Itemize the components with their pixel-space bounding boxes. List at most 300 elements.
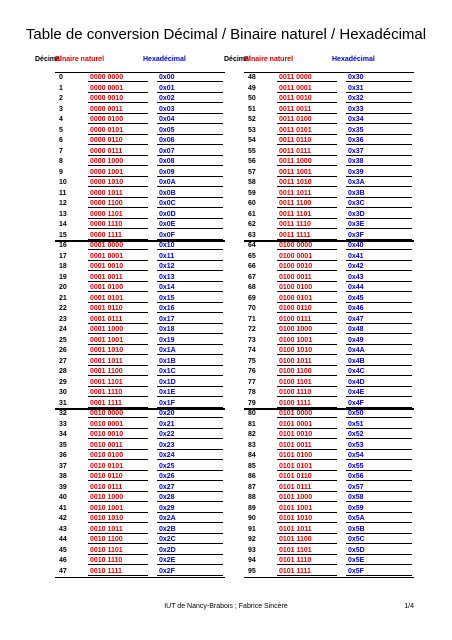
decimal-cell: 85 (248, 462, 256, 470)
decimal-cell: 51 (248, 105, 256, 113)
binary-cell: 0100 0000 (279, 242, 313, 249)
table-row (244, 483, 414, 494)
decimal-cell: 55 (248, 147, 256, 155)
hex-cell: 0x35 (348, 126, 364, 134)
table-row (244, 136, 414, 147)
binary-cell: 0011 0100 (279, 116, 312, 123)
table-row (244, 525, 414, 536)
binary-cell: 0011 0110 (279, 137, 312, 144)
cell-underline (88, 176, 148, 177)
cell-underline (277, 218, 337, 219)
hex-cell: 0x06 (159, 137, 175, 144)
cell-underline (157, 438, 223, 439)
decimal-cell: 69 (248, 294, 256, 302)
decimal-cell: 43 (59, 525, 67, 533)
cell-underline (88, 92, 148, 93)
binary-cell: 0000 0111 (90, 147, 123, 155)
cell-underline (157, 564, 223, 565)
binary-cell: 0001 1000 (90, 326, 124, 333)
hex-cell: 0x5D (348, 546, 365, 554)
binary-cell: 0101 1000 (279, 494, 313, 501)
hex-cell: 0x25 (159, 462, 175, 470)
hex-cell: 0x52 (348, 431, 364, 438)
cell-underline (88, 470, 148, 471)
hex-cell: 0x51 (348, 420, 364, 428)
cell-underline (88, 344, 148, 345)
hex-cell: 0x33 (348, 105, 364, 113)
decimal-cell: 35 (59, 441, 67, 449)
hex-cell: 0x32 (348, 95, 364, 102)
decimal-cell: 29 (59, 378, 67, 386)
hex-cell: 0x48 (348, 326, 364, 333)
cell-underline (277, 197, 337, 198)
binary-cell: 0011 1011 (279, 189, 312, 197)
cell-underline (277, 134, 337, 135)
hex-cell: 0x42 (348, 263, 364, 270)
cell-underline (277, 260, 337, 261)
table-row (55, 126, 225, 137)
cell-underline (88, 480, 148, 481)
hex-cell: 0x15 (159, 294, 175, 302)
cell-underline (346, 386, 412, 387)
decimal-cell: 18 (59, 263, 67, 270)
cell-underline (346, 249, 412, 250)
decimal-cell: 10 (59, 179, 67, 186)
binary-cell: 0100 0111 (279, 315, 312, 323)
cell-underline (346, 459, 412, 460)
decimal-cell: 33 (59, 420, 67, 428)
table-row (244, 472, 414, 483)
cell-underline (88, 102, 148, 103)
cell-underline (277, 417, 337, 418)
table-row (244, 252, 414, 263)
cell-underline (277, 291, 337, 292)
table-row (244, 273, 414, 284)
table-block (55, 72, 225, 242)
cell-underline (88, 302, 148, 303)
cell-underline (277, 533, 337, 534)
hex-cell: 0x0C (159, 200, 176, 207)
cell-underline (157, 375, 223, 376)
binary-cell: 0101 0001 (279, 420, 313, 428)
binary-cell: 0010 1010 (90, 515, 124, 522)
cell-underline (346, 354, 412, 355)
cell-underline (157, 165, 223, 166)
hex-cell: 0x31 (348, 84, 364, 92)
cell-underline (277, 270, 337, 271)
hex-cell: 0x3D (348, 210, 365, 218)
binary-cell: 0000 1101 (90, 210, 123, 218)
table-block (244, 408, 414, 578)
table-row (55, 441, 225, 452)
cell-underline (157, 218, 223, 219)
binary-cell: 0000 0110 (90, 137, 123, 144)
cell-underline (88, 81, 148, 82)
decimal-cell: 19 (59, 273, 67, 281)
binary-cell: 0101 0000 (279, 410, 313, 417)
cell-underline (277, 186, 337, 187)
cell-underline (157, 291, 223, 292)
hex-cell: 0x39 (348, 168, 364, 176)
cell-underline (277, 228, 337, 229)
table-row (244, 493, 414, 504)
cell-underline (346, 123, 412, 124)
cell-underline (157, 81, 223, 82)
decimal-cell: 2 (59, 95, 63, 102)
decimal-cell: 91 (248, 525, 256, 533)
decimal-cell: 62 (248, 221, 256, 228)
hex-cell: 0x18 (159, 326, 175, 333)
binary-cell: 0001 0000 (90, 242, 124, 249)
table-row (244, 84, 414, 95)
table-row (244, 535, 414, 546)
table-row (244, 462, 414, 473)
binary-cell: 0100 1100 (279, 368, 312, 375)
cell-underline (157, 176, 223, 177)
hex-cell: 0x00 (159, 74, 175, 81)
table-row (55, 504, 225, 515)
binary-cell: 0001 1001 (90, 336, 124, 344)
cell-underline (277, 512, 337, 513)
cell-underline (346, 165, 412, 166)
table-row (244, 357, 414, 368)
binary-cell: 0010 1000 (90, 494, 124, 501)
decimal-cell: 44 (59, 536, 67, 543)
hex-cell: 0x37 (348, 147, 364, 155)
table-row (244, 325, 414, 336)
hex-cell: 0x5B (348, 525, 365, 533)
cell-underline (157, 365, 223, 366)
cell-underline (277, 543, 337, 544)
decimal-cell: 3 (59, 105, 63, 113)
table-row (55, 315, 225, 326)
cell-underline (346, 512, 412, 513)
hex-cell: 0x0B (159, 189, 176, 197)
binary-cell: 0000 0010 (90, 95, 124, 102)
table-row (55, 325, 225, 336)
table-row (55, 73, 225, 84)
binary-cell: 0010 1100 (90, 536, 123, 543)
binary-cell: 0010 0100 (90, 452, 124, 459)
cell-underline (277, 281, 337, 282)
decimal-cell: 24 (59, 326, 67, 333)
hex-cell: 0x4E (348, 389, 365, 396)
binary-cell: 0100 1111 (279, 399, 311, 407)
cell-underline (157, 554, 223, 555)
cell-underline (277, 323, 337, 324)
cell-underline (157, 354, 223, 355)
page-number: 1/4 (404, 603, 414, 610)
decimal-cell: 9 (59, 168, 63, 176)
cell-underline (88, 270, 148, 271)
table-row (244, 283, 414, 294)
binary-cell: 0011 1101 (279, 210, 312, 218)
cell-underline (88, 312, 148, 313)
hex-cell: 0x50 (348, 410, 364, 417)
cell-underline (88, 543, 148, 544)
hex-cell: 0x4A (348, 347, 365, 354)
hex-cell: 0x03 (159, 105, 175, 113)
table-block (244, 240, 414, 410)
decimal-cell: 6 (59, 137, 63, 144)
cell-underline (277, 396, 337, 397)
binary-cell: 0101 1101 (279, 546, 312, 554)
cell-underline (157, 449, 223, 450)
binary-cell: 0001 0010 (90, 263, 124, 270)
decimal-cell: 82 (248, 431, 256, 438)
cell-underline (346, 176, 412, 177)
hex-cell: 0x34 (348, 116, 364, 123)
decimal-cell: 94 (248, 557, 256, 564)
cell-underline (88, 123, 148, 124)
cell-underline (277, 102, 337, 103)
table-row (55, 105, 225, 116)
header-hex: Hexadécimal (143, 56, 186, 63)
binary-cell: 0100 1001 (279, 336, 313, 344)
binary-cell: 0010 1011 (90, 525, 123, 533)
cell-underline (277, 144, 337, 145)
cell-underline (88, 522, 148, 523)
table-row (55, 199, 225, 210)
decimal-cell: 81 (248, 420, 256, 428)
decimal-cell: 76 (248, 368, 256, 375)
table-row (244, 220, 414, 231)
hex-cell: 0x05 (159, 126, 175, 134)
hex-cell: 0x27 (159, 483, 175, 491)
cell-underline (157, 113, 223, 114)
table-row (55, 378, 225, 389)
decimal-cell: 84 (248, 452, 256, 459)
cell-underline (88, 428, 148, 429)
binary-cell: 0101 0100 (279, 452, 313, 459)
binary-cell: 0011 1001 (279, 168, 312, 176)
cell-underline (277, 575, 337, 576)
table-row (244, 199, 414, 210)
table-row (244, 304, 414, 315)
cell-underline (157, 144, 223, 145)
decimal-cell: 72 (248, 326, 256, 333)
cell-underline (346, 470, 412, 471)
cell-underline (277, 249, 337, 250)
cell-underline (88, 186, 148, 187)
binary-cell: 0100 1110 (279, 389, 312, 396)
cell-underline (157, 344, 223, 345)
decimal-cell: 50 (248, 95, 256, 102)
cell-underline (88, 281, 148, 282)
binary-cell: 0100 0100 (279, 284, 313, 291)
table-row (55, 388, 225, 399)
decimal-cell: 71 (248, 315, 256, 323)
cell-underline (346, 323, 412, 324)
page-title: Table de conversion Décimal / Binaire naturel / Hexadécimal (25, 26, 427, 43)
binary-cell: 0011 1110 (279, 221, 311, 228)
table-row (55, 367, 225, 378)
hex-cell: 0x3B (348, 189, 365, 197)
cell-underline (88, 113, 148, 114)
cell-underline (88, 564, 148, 565)
binary-cell: 0000 0011 (90, 105, 123, 113)
decimal-cell: 28 (59, 368, 67, 375)
cell-underline (157, 417, 223, 418)
cell-underline (346, 365, 412, 366)
table-row (244, 189, 414, 200)
cell-underline (157, 396, 223, 397)
table-row (55, 210, 225, 221)
hex-cell: 0x0A (159, 179, 176, 186)
table-row (244, 105, 414, 116)
table-row (55, 420, 225, 431)
decimal-cell: 31 (59, 399, 67, 407)
cell-underline (346, 522, 412, 523)
left-table-header (35, 56, 225, 70)
binary-cell: 0001 0111 (90, 315, 123, 323)
table-row (55, 567, 225, 578)
decimal-cell: 16 (59, 242, 67, 249)
header-decimal: Décimal (224, 56, 251, 63)
cell-underline (157, 186, 223, 187)
binary-cell: 0100 0011 (279, 273, 312, 281)
table-row (55, 157, 225, 168)
binary-cell: 0101 1111 (279, 567, 311, 575)
decimal-cell: 30 (59, 389, 67, 396)
decimal-cell: 49 (248, 84, 256, 92)
binary-cell: 0101 1100 (279, 536, 312, 543)
hex-cell: 0x54 (348, 452, 364, 459)
cell-underline (277, 113, 337, 114)
hex-cell: 0x43 (348, 273, 364, 281)
decimal-cell: 34 (59, 431, 67, 438)
table-row (55, 525, 225, 536)
table-row (244, 262, 414, 273)
cell-underline (88, 491, 148, 492)
cell-underline (277, 207, 337, 208)
cell-underline (88, 438, 148, 439)
table-block (55, 408, 225, 578)
hex-cell: 0x4C (348, 368, 365, 375)
cell-underline (346, 575, 412, 576)
hex-cell: 0x17 (159, 315, 175, 323)
decimal-cell: 58 (248, 179, 256, 186)
binary-cell: 0011 0011 (279, 105, 312, 113)
cell-underline (277, 491, 337, 492)
binary-cell: 0010 1101 (90, 546, 123, 554)
cell-underline (88, 554, 148, 555)
decimal-cell: 27 (59, 357, 67, 365)
cell-underline (277, 375, 337, 376)
decimal-cell: 59 (248, 189, 256, 197)
decimal-cell: 37 (59, 462, 67, 470)
hex-cell: 0x47 (348, 315, 364, 323)
cell-underline (346, 533, 412, 534)
decimal-cell: 67 (248, 273, 256, 281)
cell-underline (346, 197, 412, 198)
cell-underline (157, 386, 223, 387)
binary-cell: 0100 0010 (279, 263, 313, 270)
table-row (244, 315, 414, 326)
binary-cell: 0010 1111 (90, 567, 122, 575)
decimal-cell: 36 (59, 452, 67, 459)
cell-underline (277, 365, 337, 366)
binary-cell: 0001 0100 (90, 284, 124, 291)
hex-cell: 0x3A (348, 179, 365, 186)
cell-underline (157, 501, 223, 502)
binary-cell: 0000 0101 (90, 126, 124, 134)
binary-cell: 0101 0111 (279, 483, 312, 491)
decimal-cell: 78 (248, 389, 256, 396)
hex-cell: 0x22 (159, 431, 175, 438)
binary-cell: 0100 0110 (279, 305, 312, 312)
table-row (55, 115, 225, 126)
hex-cell: 0x1E (159, 389, 176, 396)
decimal-cell: 4 (59, 116, 63, 123)
cell-underline (277, 428, 337, 429)
hex-cell: 0x1A (159, 347, 176, 354)
cell-underline (277, 564, 337, 565)
table-row (55, 472, 225, 483)
cell-underline (88, 218, 148, 219)
cell-underline (277, 554, 337, 555)
decimal-cell: 92 (248, 536, 256, 543)
hex-cell: 0x07 (159, 147, 175, 155)
hex-cell: 0x55 (348, 462, 364, 470)
cell-underline (277, 344, 337, 345)
cell-underline (346, 312, 412, 313)
decimal-cell: 25 (59, 336, 67, 344)
hex-cell: 0x0F (159, 231, 175, 239)
hex-cell: 0x30 (348, 74, 364, 81)
cell-underline (157, 312, 223, 313)
cell-underline (346, 302, 412, 303)
binary-cell: 0010 0011 (90, 441, 123, 449)
cell-underline (346, 218, 412, 219)
binary-cell: 0000 1011 (90, 189, 123, 197)
cell-underline (157, 323, 223, 324)
decimal-cell: 65 (248, 252, 256, 260)
table-row (244, 367, 414, 378)
decimal-cell: 53 (248, 126, 256, 134)
table-row (244, 336, 414, 347)
decimal-cell: 20 (59, 284, 67, 291)
hex-cell: 0x2E (159, 557, 176, 564)
cell-underline (277, 92, 337, 93)
hex-cell: 0x45 (348, 294, 364, 302)
cell-underline (346, 228, 412, 229)
cell-underline (277, 302, 337, 303)
binary-cell: 0000 1100 (90, 200, 123, 207)
table-row (55, 178, 225, 189)
cell-underline (157, 512, 223, 513)
decimal-cell: 26 (59, 347, 67, 354)
table-row (244, 504, 414, 515)
cell-underline (277, 155, 337, 156)
table-row (244, 420, 414, 431)
hex-cell: 0x19 (159, 336, 175, 344)
binary-cell: 0011 1100 (279, 200, 312, 207)
table-row (55, 189, 225, 200)
binary-cell: 0101 1010 (279, 515, 313, 522)
hex-cell: 0x1D (159, 378, 176, 386)
table-row (55, 514, 225, 525)
decimal-cell: 70 (248, 305, 256, 312)
decimal-cell: 61 (248, 210, 256, 218)
decimal-cell: 32 (59, 410, 67, 417)
decimal-cell: 5 (59, 126, 63, 134)
cell-underline (157, 543, 223, 544)
decimal-cell: 15 (59, 231, 67, 239)
binary-cell: 0001 0001 (90, 252, 124, 260)
hex-cell: 0x38 (348, 158, 364, 165)
cell-underline (157, 270, 223, 271)
